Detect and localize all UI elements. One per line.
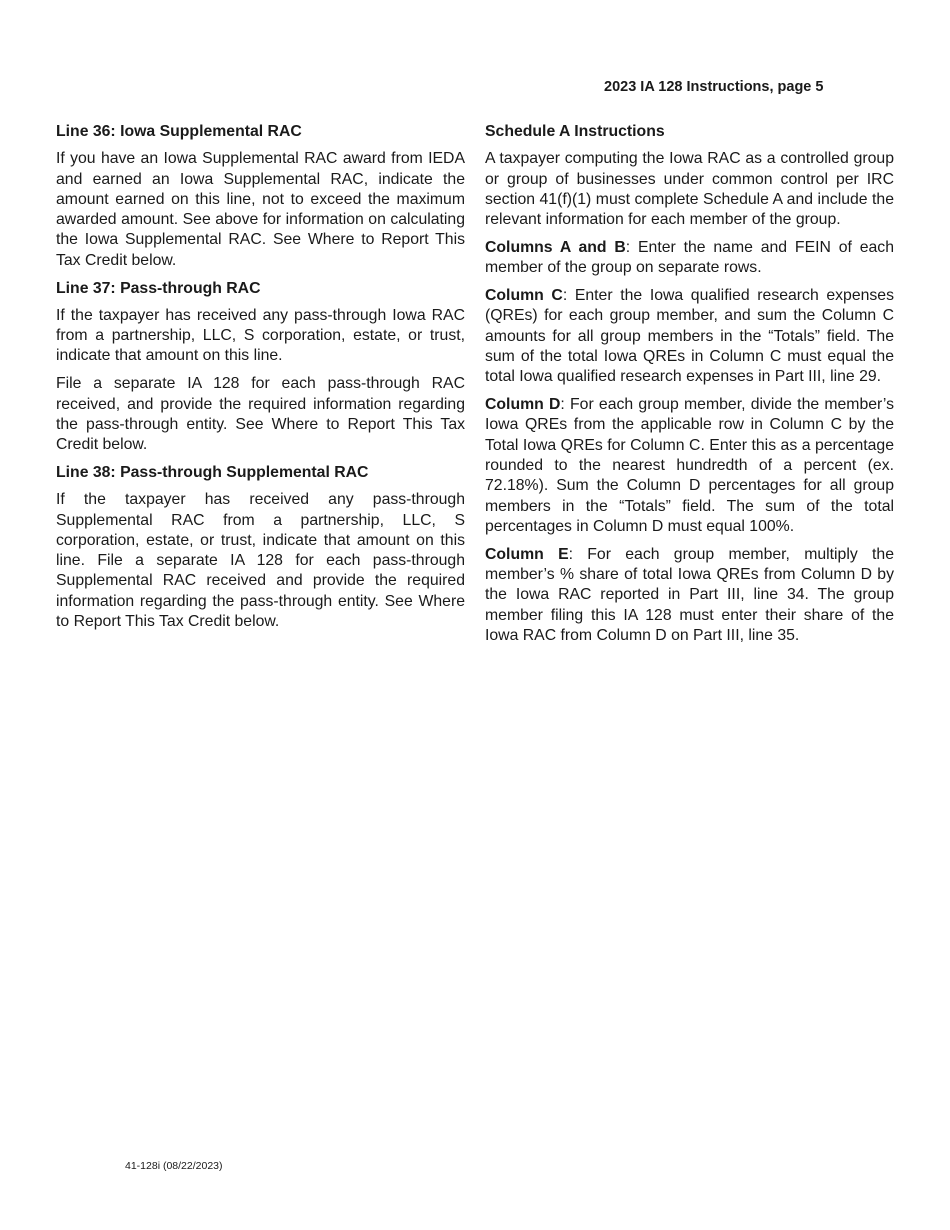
- right-column: [485, 122, 894, 654]
- line-36-heading: Line 36: Iowa Supplemental RAC: [56, 123, 302, 140]
- line-38-heading: Line 38: Pass-through Supplemental RAC: [56, 463, 369, 481]
- column-c-term: Column C: [485, 287, 563, 305]
- column-e-paragraph: [485, 545, 894, 646]
- schedule-a-heading: Schedule A Instructions: [485, 123, 665, 140]
- column-d-term: Column D: [485, 396, 561, 414]
- column-c-text: : Enter the Iowa qualified research expenses (QREs) for each group member, and sum the Column C amounts for all group members in the “Totals” field. The sum of the total Iowa QREs in Column C must equal the total Iowa qualified research expenses in Part III, line 29.: [485, 287, 894, 386]
- form-code-footer: 41-128i (08/22/2023): [125, 1160, 223, 1172]
- columns-a-b-text: : Enter the name and FEIN of each member of the group on separate rows.: [485, 238, 894, 277]
- column-e-text: : For each group member, multiply the member’s % share of total Iowa QREs from Column D by the Iowa RAC reported in Part III, line 34. The group member filing this IA 128 must enter their share of the Iowa RAC from Column D on Part III, line 35.: [485, 545, 894, 644]
- column-d-paragraph: [485, 395, 894, 537]
- line-37-paragraph-2: File a separate IA 128 for each pass-through RAC received, and provide the required information regarding the pass-through entity. See Where to Report This Tax Credit below.: [56, 375, 465, 454]
- left-column: [56, 122, 465, 640]
- columns-a-b-paragraph: [485, 238, 894, 279]
- line-38-paragraph: If the taxpayer has received any pass-through Supplemental RAC from a partnership, LLC, S corporation, estate, or trust, indicate that amount on this line. File a separate IA 128 for each pass-through Supplemental RAC received and provide the required information regarding the pass-through entity. See Where to Report This Tax Credit below.: [56, 491, 465, 631]
- column-e-term: Column E: [485, 545, 569, 563]
- column-c-paragraph: [485, 286, 894, 387]
- column-d-text: : For each group member, divide the member’s Iowa QREs from the applicable row in Column C by the Total Iowa QREs for Column C. Enter this as a percentage rounded to the nearest hundredth of a percent (ex. 72.18%). Sum the Column D percentages for all group members in the “Totals” field. The sum of the total percentages in Column D must equal 100%.: [485, 396, 894, 535]
- page-header-title: 2023 IA 128 Instructions, page 5: [604, 79, 824, 95]
- line-36-paragraph: If you have an Iowa Supplemental RAC award from IEDA and earned an Iowa Supplemental RAC, indicate the amount earned on this line, not to exceed the maximum awarded amount. See above for information on calculating the Iowa Supplemental RAC. See Where to Report This Tax Credit below.: [56, 150, 465, 269]
- schedule-a-intro: A taxpayer computing the Iowa RAC as a controlled group or group of businesses under common control per IRC section 41(f)(1) must complete Schedule A and include the relevant information for each member of the group.: [485, 150, 894, 229]
- line-37-heading: Line 37: Pass-through RAC: [56, 279, 261, 297]
- line-37-paragraph-1: If the taxpayer has received any pass-through Iowa RAC from a partnership, LLC, S corporation, estate, or trust, indicate that amount on this line.: [56, 306, 465, 365]
- columns-a-b-term: Columns A and B: [485, 238, 626, 256]
